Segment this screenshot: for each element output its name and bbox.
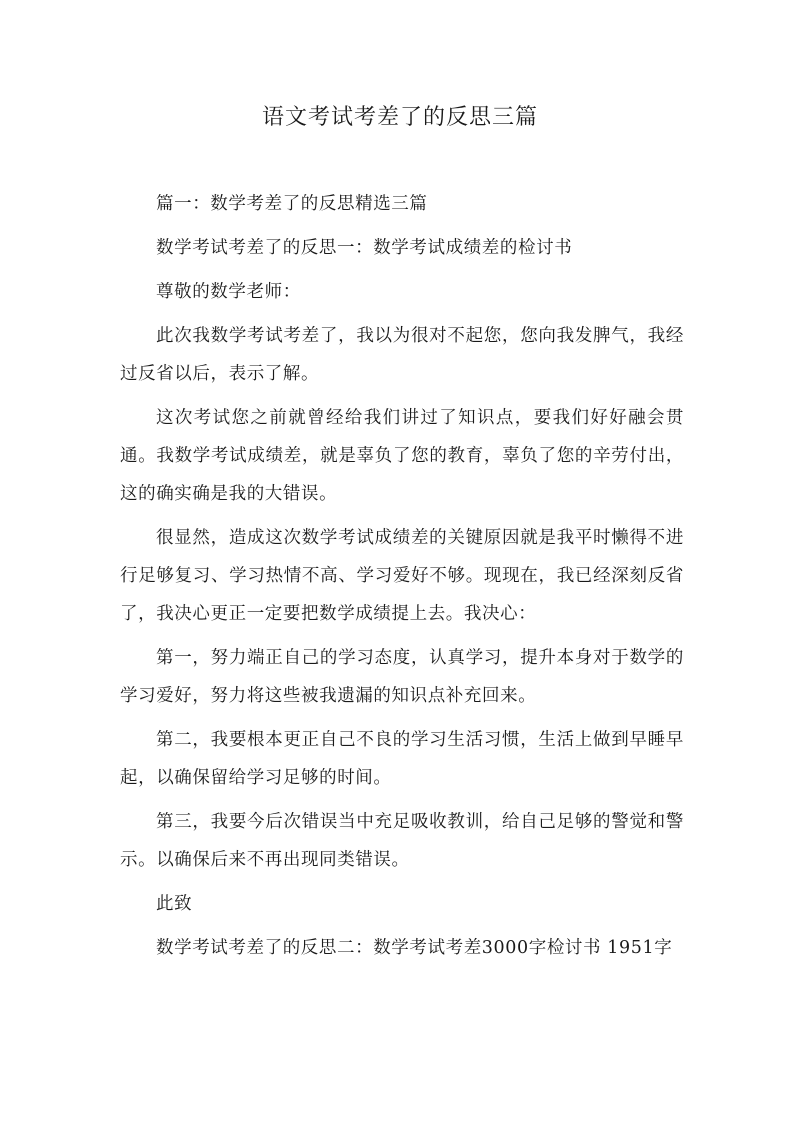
- paragraph: 很显然，造成这次数学考试成绩差的关键原因就是我平时懒得不进行足够复习、学习热情不高、学习爱好不够。现现在，我已经深刻反省了，我决心更正一定要把数学成绩提上去。我决心：: [120, 528, 684, 624]
- document-title: 语文考试考差了的反思三篇: [261, 105, 538, 130]
- paragraph: 此次我数学考试考差了，我以为很对不起您，您向我发脾气，我经过反省以后，表示了解。: [120, 326, 684, 384]
- paragraph: 第一，努力端正自己的学习态度，认真学习，提升本身对于数学的学习爱好，努力将这些被我遗漏的知识点补充回来。: [120, 648, 684, 706]
- subsection-heading: 数学考试考差了的反思二：数学考试考差3000字检讨书 1951字: [156, 938, 673, 958]
- section-heading: 篇一：数学考差了的反思精选三篇: [156, 194, 428, 214]
- paragraph: 这次考试您之前就曾经给我们讲过了知识点，要我们好好融会贯通。我数学考试成绩差，就是辜负了您的教育，辜负了您的辛劳付出，这的确实确是我的大错误。: [120, 408, 684, 504]
- closing: 此致: [156, 894, 193, 914]
- document-body: [120, 185, 684, 967]
- paragraph: 第二，我要根本更正自己不良的学习生活习惯，生活上做到早睡早起，以确保留给学习足够的时间。: [120, 730, 684, 788]
- subsection-heading: 数学考试考差了的反思一：数学考试成绩差的检讨书: [156, 238, 573, 258]
- paragraph: 第三，我要今后次错误当中充足吸收教训，给自己足够的警觉和警示。以确保后来不再出现同类错误。: [120, 812, 684, 870]
- salutation: 尊敬的数学老师：: [156, 282, 301, 302]
